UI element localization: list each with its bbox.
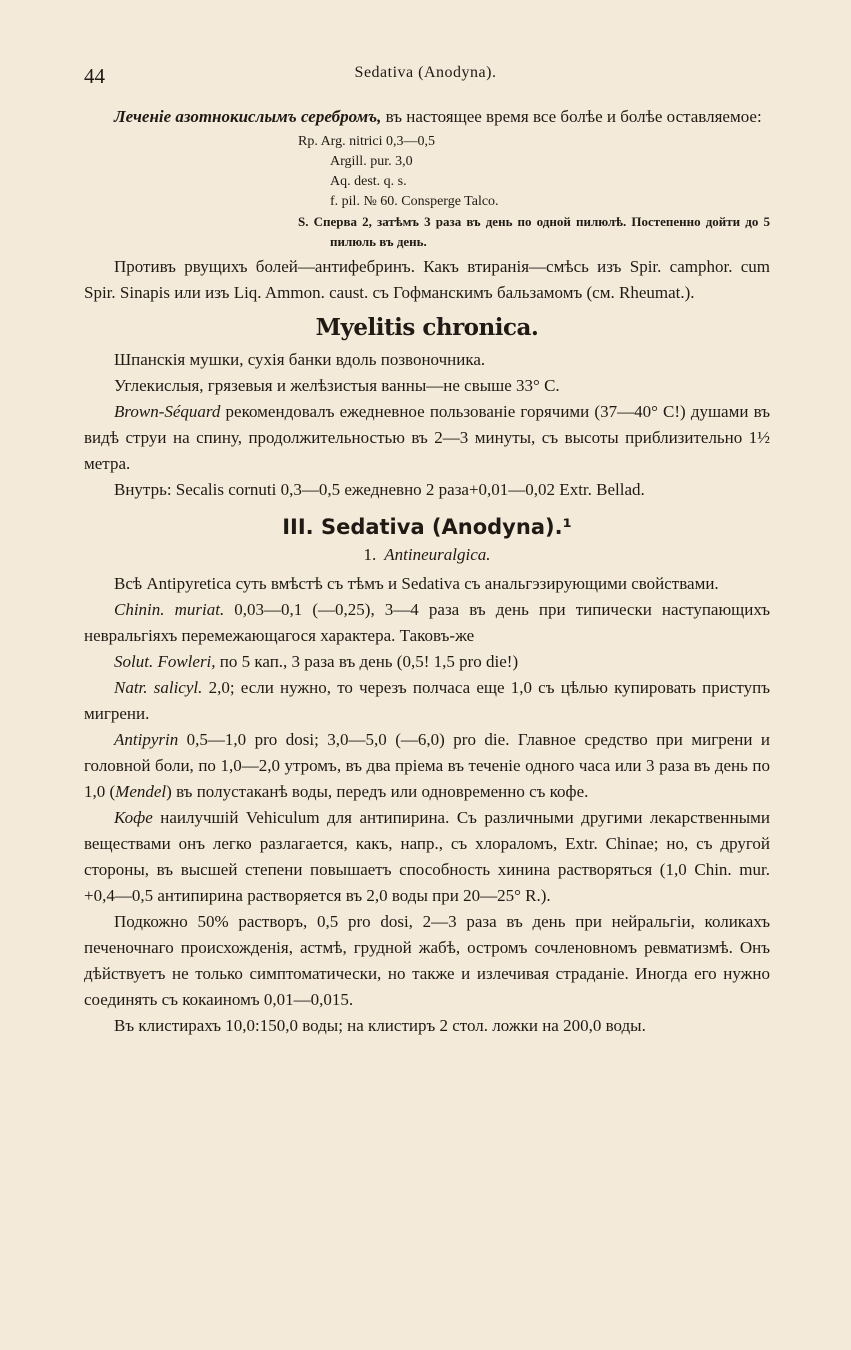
prescription-line: Aq. dest. q. s.	[330, 174, 407, 189]
subsection-name: Antineuralgica.	[384, 545, 491, 564]
lead-term: Леченіе азотнокислымъ серебромъ,	[114, 107, 382, 126]
section-heading-myelitis: Myelitis chronica.	[315, 314, 539, 341]
paragraph-enemas: Въ клистирахъ 10,0:150,0 воды; на клистиръ 2 стол. ложки на 200,0 воды.	[114, 1016, 646, 1035]
paragraph-brown-sequard	[84, 399, 770, 477]
paragraph-text: 2,0; если нужно, то черезъ полчаса еще 1,0 съ цѣлью купировать приступъ мигрени.	[84, 678, 770, 723]
paragraph-coffee	[84, 805, 770, 909]
subsection-heading	[84, 545, 770, 565]
lead-term: Natr. salicyl.	[114, 678, 203, 697]
paragraph-pains: Противъ рвущихъ болей—антифебринъ. Какъ втиранія—смѣсь изъ Spir. camphor. cum Spir. Sinapis или изъ Liq. Ammon. caust. съ Гофманскимъ бальзамомъ (см. Rheumat.).	[84, 257, 770, 302]
paragraph-subcutaneous: Подкожно 50% растворъ, 0,5 pro dosi, 2—3 раза въ день при нейральгіи, коликахъ печеночнаго происхожденія, астмѣ, грудной жабѣ, остромъ сочленовномъ ревматизмѣ. Онъ дѣйствуетъ не только симптоматически, но также и излечивая страданіе. Иногда его нужно соединять съ кокаиномъ 0,01—0,015.	[84, 912, 770, 1009]
page-header	[84, 60, 767, 90]
paragraph-text: рекомендовалъ ежедневное пользованіе горячими (37—40° С!) душами въ видѣ струи на спину, продолжительностью въ 2—3 минуты, съ высоты приблизительно 1½ метра.	[84, 402, 770, 473]
author-name: Mendel	[115, 782, 167, 801]
paragraph-salicyl	[84, 675, 770, 727]
paragraph-blisters: Шпанскія мушки, сухія банки вдоль позвоночника.	[114, 350, 486, 369]
prescription-line: Rp. Arg. nitrici 0,3—0,5	[298, 134, 436, 149]
lead-term: Кофе	[114, 808, 153, 827]
subsection-number: 1.	[363, 545, 377, 564]
paragraph-text: 0,03—0,1 (—0,25), 3—4 раза въ день при типически наступающихъ невральгіяхъ перемежающагося характера. Таковъ-же	[84, 600, 770, 645]
running-title: Sedativa (Anodyna).	[354, 64, 497, 81]
section-heading-sedativa: III. Sedativa (Anodyna).¹	[282, 515, 572, 539]
page-number: 44	[84, 64, 105, 88]
prescription-line: f. pil. № 60. Consperge Talco.	[330, 194, 499, 209]
paragraph-antipyretica: Всѣ Antipyretica суть вмѣстѣ съ тѣмъ и Sedativa съ анальгэзирующими свойствами.	[114, 574, 719, 593]
paragraph-internal: Внутрь: Secalis cornuti 0,3—0,5 ежедневно 2 раза+0,01—0,02 Extr. Bellad.	[114, 480, 645, 499]
paragraph-text: по 5 кап., 3 раза въ день (0,5! 1,5 pro die!)	[215, 652, 519, 671]
prescription-line: Argill. pur. 3,0	[330, 154, 413, 169]
paragraph-antipyrin	[84, 727, 770, 805]
paragraph-text: въ настоящее время все болѣе и болѣе оставляемое:	[381, 107, 762, 126]
lead-term: Solut. Fowleri,	[114, 652, 216, 671]
page-body	[84, 104, 770, 1039]
paragraph-text: наилучшій Vehiculum для антипирина. Съ различными другими лекарственными веществами онъ легко разлагается, какъ, напр., съ хлораломъ, Extr. Chinae; но, съ другой стороны, въ высшей степени повышаетъ способность хинина растворяться (1,0 Chin. mur. +0,4—0,5 антипирина растворяется въ 2,0 воды при 20—25° R.).	[84, 808, 770, 905]
paragraph-chinin	[84, 597, 770, 649]
paragraph-baths: Углекислыя, грязевыя и желѣзистыя ванны—не свыше 33° С.	[114, 376, 560, 395]
paragraph-silver-nitrate	[84, 104, 770, 130]
lead-term: Brown-Séquard	[114, 402, 221, 421]
lead-term: Antipyrin	[114, 730, 179, 749]
paragraph-fowleri	[84, 649, 770, 675]
prescription-block	[298, 132, 770, 252]
paragraph-text: 0,5—1,0 pro dosi; 3,0—5,0 (—6,0) pro die. Главное средство при мигрени и головной боли, по 1,0—2,0 утромъ, въ два пріема въ теченіе одного часа или 3 раза въ день по 1,0 (	[84, 730, 770, 801]
lead-term: Chinin. muriat.	[114, 600, 225, 619]
paragraph-text: ) въ полустаканѣ воды, передъ или одновременно съ кофе.	[166, 782, 589, 801]
prescription-signa: S. Сперва 2, затѣмъ 3 раза въ день по одной пилюлѣ. Постепенно дойти до 5 пилюль въ день.	[298, 214, 770, 249]
